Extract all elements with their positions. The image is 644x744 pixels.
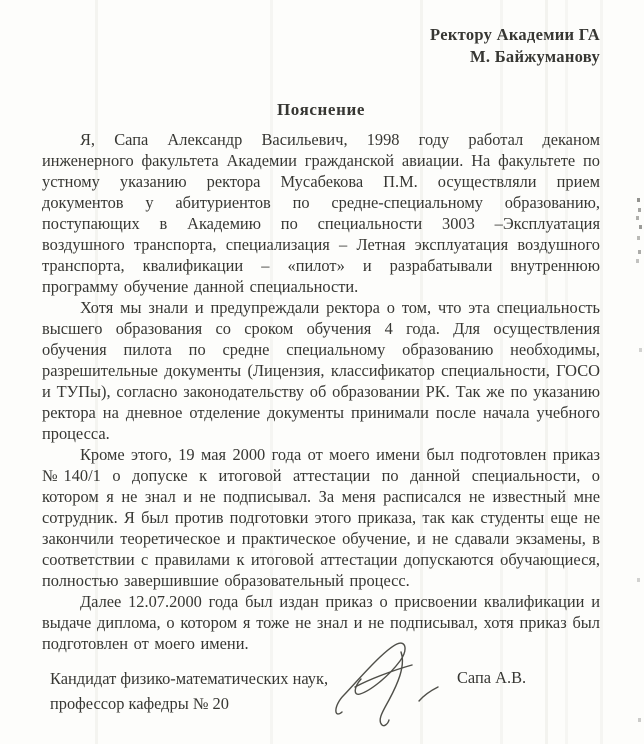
document-title: Пояснение: [276, 100, 366, 119]
edge-specks: [637, 198, 640, 202]
signer-name: Сапа А.В.: [457, 668, 527, 687]
paragraph-4: Далее 12.07.2000 года был издан приказ о присвоении квалификации и выдаче диплома, о котором я тоже не знал и не подписывал, хотя приказ был подготовлен от моего имени.: [42, 592, 600, 653]
recipient-line-1: Ректору Академии ГА: [430, 25, 600, 44]
handwritten-signature: [330, 630, 458, 740]
recipient-line-2: М. Байжуманову: [469, 47, 600, 66]
document-body: [42, 129, 600, 654]
credentials-line-2: профессор кафедры № 20: [50, 694, 229, 713]
credentials-line-1: Кандидат физико-математических наук,: [50, 669, 329, 688]
recipient-block: [430, 24, 600, 68]
paragraph-2: Хотя мы знали и предупреждали ректора о том, что эта специальность высшего образования со сроком обучения 4 года. Для осуществления обучения пилота по средне специальному образованию необходимы, разрешительные документы (Лицензия, классификатор специальности, ГОСО и ТУПы), согласно законодательству об образовании РК. Так же по указанию ректора на дневное отделение документы принимали после начала учебного процесса.: [42, 298, 600, 443]
signer-credentials: [50, 666, 328, 716]
paragraph-1: Я, Сапа Александр Васильевич, 1998 году работал деканом инженерного факультета Академии гражданской авиации. На факультете по устному указанию ректора Мусабекова П.М. осуществляли прием документов у абитуриентов по средне-специальному образованию, поступающих в Академию по специальности 3003 –Эксплуатация воздушного транспорта, специализация – Летная эксплуатация воздушного транспорта, квалификации – «пилот» и разрабатывали внутреннюю программу обучение данной специальности.: [42, 130, 600, 296]
paragraph-3: Кроме этого, 19 мая 2000 года от моего имени был подготовлен приказ №140/1 о допуске к итоговой аттестации по данной специальности, о котором я не знал и не подписывал. За меня расписался не известный мне сотрудник. Я был против подготовки этого приказа, так как студенты еще не закончили теоретическое и практическое обучение, и не сдавали экзамены, в соответствии с правилами к итоговой аттестации допускаются обучающиеся, полностью завершившие образовательный процесс.: [42, 445, 600, 590]
